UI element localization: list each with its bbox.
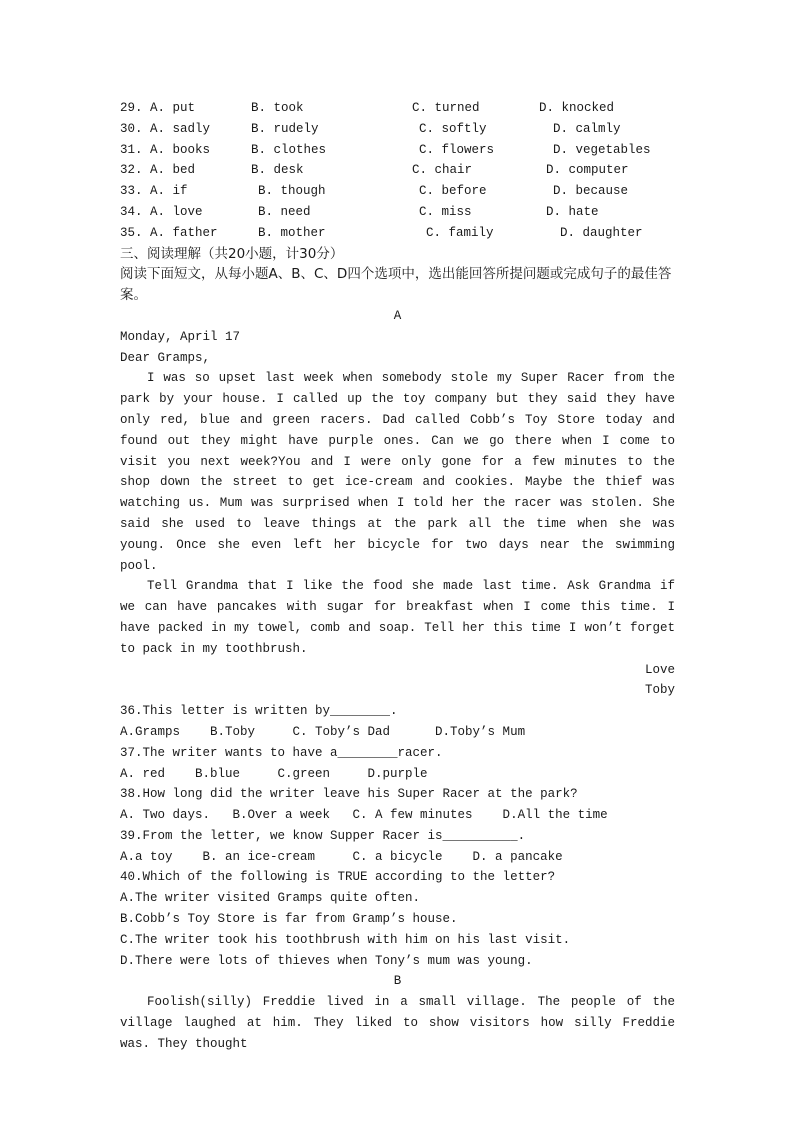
- question-stem: 36.This letter is written by________.: [120, 704, 398, 719]
- option-a: 32. A. bed: [120, 163, 196, 178]
- option-a: 35. A. father: [120, 225, 218, 240]
- option-c: C. miss: [419, 204, 472, 219]
- letter-date: Monday, April 17: [120, 329, 241, 344]
- option-a: 33. A. if: [120, 184, 188, 199]
- option-row-35: [120, 223, 675, 244]
- letter-closing: Love: [644, 662, 675, 677]
- question-40: [120, 867, 675, 971]
- option-d: D. daughter: [560, 225, 643, 240]
- section-instruction: 阅读下面短文，从每小题A、B、C、D四个选项中，选出能回答所提问题或完成句子的最佳答案。: [120, 266, 672, 304]
- letter-paragraph-1: I was so upset last week when somebody stole my Super Racer from the park by your house. I called up the toy company but they said they have only red, blue and green racers. Dad called Cobb’s Toy Store today and found out they might have purple ones. Can we go there when I come to visit you next week?You and I were only gone for a few minutes to the shop down the street to get ice-cream and cookies. Maybe the thief was watching us. Mum was surprised when I told her the racer was stolen. She said she used to leave things at the park all the time when she was young. Once she even left her bicycle for two days near the swimming pool.: [120, 371, 675, 573]
- question-options: A.Gramps B.Toby C. Toby’s Dad D.Toby’s Mum: [120, 724, 526, 739]
- question-stem: 40.Which of the following is TRUE according to the letter?: [120, 870, 556, 885]
- option-c: C. softly: [419, 121, 487, 136]
- option-row-30: [120, 119, 675, 140]
- option-c: C. flowers: [419, 142, 495, 157]
- option-a: 29. A. put: [120, 101, 196, 115]
- letter-salutation: Dear Gramps,: [120, 350, 211, 365]
- question-36: [120, 701, 675, 743]
- letter-paragraph-2: Tell Grandma that I like the food she made last time. Ask Grandma if we can have pancakes with sugar for breakfast when I come this time. I have packed in my towel, comb and soap. Tell her this time I won’t forget to pack in my toothbrush.: [120, 579, 675, 656]
- question-options: A. red B.blue C.green D.purple: [120, 766, 428, 781]
- option-c: C. chair: [412, 163, 473, 178]
- option-d: D. computer: [546, 163, 629, 178]
- exam-page: [120, 98, 675, 1055]
- option-b: B. rudely: [251, 121, 319, 136]
- option-d: D. hate: [546, 204, 599, 219]
- option-b: B. clothes: [251, 142, 327, 157]
- option-a: 31. A. books: [120, 142, 211, 157]
- question-stem: 39.From the letter, we know Supper Racer is__________.: [120, 828, 526, 843]
- question-stem: 38.How long did the writer leave his Super Racer at the park?: [120, 787, 578, 802]
- question-options: A.a toy B. an ice-cream C. a bicycle D. a pancake: [120, 849, 563, 864]
- question-stem: 37.The writer wants to have a________racer.: [120, 745, 443, 760]
- option-d: D. because: [553, 184, 629, 199]
- question-39: [120, 826, 675, 868]
- section-title: 三、阅读理解（共20小题，计30分）: [120, 245, 344, 262]
- option-c: C. turned: [412, 101, 480, 115]
- option-c: C. family: [426, 225, 494, 240]
- option-row-31: [120, 140, 675, 161]
- passage-b-paragraph-1: Foolish(silly) Freddie lived in a small village. The people of the village laughed at him. They liked to show visitors how silly Freddie was. They thought: [120, 995, 675, 1051]
- letter-signature: Toby: [644, 683, 675, 698]
- question-option-a: A.The writer visited Gramps quite often.: [120, 891, 421, 906]
- question-option-b: B.Cobb’s Toy Store is far from Gramp’s house.: [120, 912, 458, 927]
- option-row-34: [120, 202, 675, 223]
- question-option-c: C.The writer took his toothbrush with him on his last visit.: [120, 932, 571, 947]
- passage-a-label: A: [393, 308, 402, 323]
- option-a: 34. A. love: [120, 204, 203, 219]
- option-c: C. before: [419, 184, 487, 199]
- option-d: D. vegetables: [553, 142, 651, 157]
- option-b: B. though: [258, 184, 326, 199]
- option-b: B. need: [258, 204, 311, 219]
- option-a: 30. A. sadly: [120, 121, 211, 136]
- cloze-options: [120, 98, 675, 244]
- option-b: B. took: [251, 101, 304, 115]
- question-38: [120, 784, 675, 826]
- question-options: A. Two days. B.Over a week C. A few minutes D.All the time: [120, 808, 608, 823]
- option-b: B. mother: [258, 225, 326, 240]
- question-37: [120, 743, 675, 785]
- option-row-29: [120, 98, 675, 119]
- passage-b-label: B: [393, 974, 402, 989]
- option-b: B. desk: [251, 163, 304, 178]
- option-row-33: [120, 181, 675, 202]
- option-d: D. knocked: [539, 101, 615, 115]
- question-option-d: D.There were lots of thieves when Tony’s mum was young.: [120, 953, 533, 968]
- option-row-32: [120, 160, 675, 181]
- option-d: D. calmly: [553, 121, 621, 136]
